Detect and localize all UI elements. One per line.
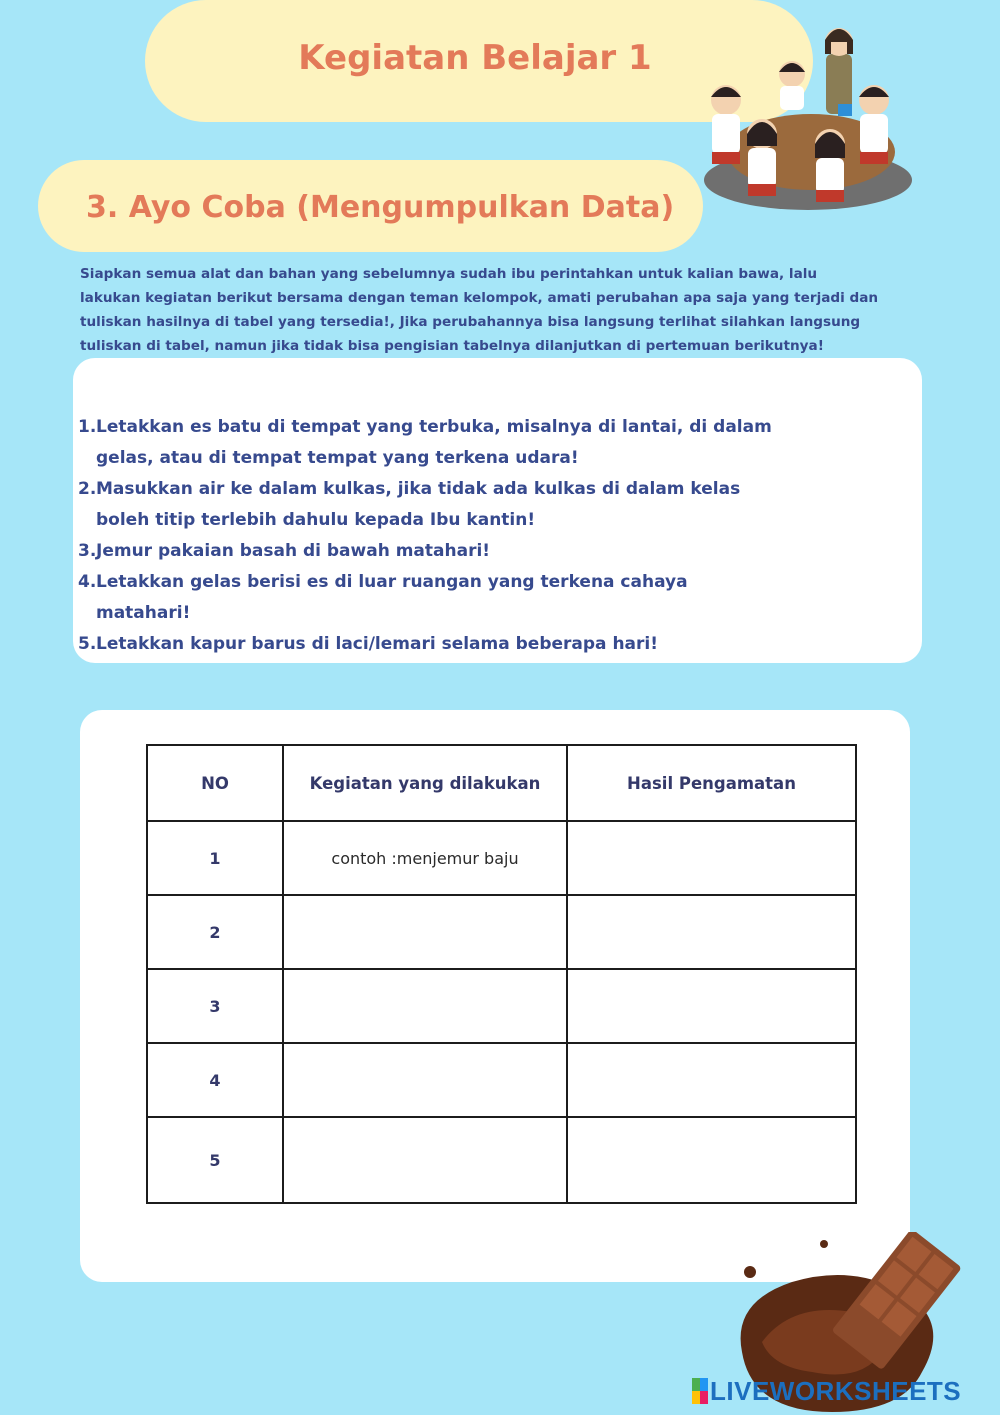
step-item: 5. Letakkan kapur barus di laci/lemari selama beberapa hari!: [78, 634, 658, 654]
step-item: 1. Letakkan es batu di tempat yang terbuka, misalnya di lantai, di dalam gelas, atau di tempat tempat yang terkena udara!: [78, 417, 772, 468]
step-item: 3. Jemur pakaian basah di bawah matahari!: [78, 541, 491, 561]
hasil-cell[interactable]: [567, 821, 856, 895]
book-icon: [838, 104, 852, 116]
row-number: 1: [147, 821, 283, 895]
table-row: [147, 821, 856, 895]
student-1: [779, 61, 805, 110]
liveworksheets-watermark: [692, 1374, 961, 1408]
kegiatan-cell[interactable]: [283, 1043, 567, 1117]
hasil-cell[interactable]: [567, 969, 856, 1043]
student-3: [859, 85, 889, 164]
section-title: 3. Ayo Coba (Mengumpulkan Data): [86, 190, 675, 225]
steps-list: [78, 412, 778, 660]
instructions-paragraph: Siapkan semua alat dan bahan yang sebelumnya sudah ibu perintahkan untuk kalian bawa, lalu lakukan kegiatan berikut bersama dengan teman kelompok, amati perubahan apa saja yang terjadi dan tuliskan hasilnya di tabel yang tersedia!, Jika perubahannya bisa langsung terlihat silahkan langsung tuliskan di tabel, namun jika tidak bisa pengisian tabelnya dilanjutkan di pertemuan berikutnya!: [80, 266, 879, 354]
page-title: Kegiatan Belajar 1: [298, 38, 652, 78]
header-no: NO: [147, 745, 283, 821]
kegiatan-cell[interactable]: [283, 969, 567, 1043]
table-row: [147, 895, 856, 969]
hasil-cell[interactable]: [567, 1117, 856, 1203]
table-row: [147, 1043, 856, 1117]
row-number: 3: [147, 969, 283, 1043]
kegiatan-cell[interactable]: contoh :menjemur baju: [283, 821, 567, 895]
student-5: [815, 129, 845, 202]
student-4: [747, 119, 777, 196]
students-illustration: [696, 12, 916, 217]
student-2: [711, 85, 741, 164]
observation-table: [146, 744, 857, 1204]
table-row: [147, 969, 856, 1043]
hasil-cell[interactable]: [567, 1043, 856, 1117]
table-row: [147, 1117, 856, 1203]
table-header-row: [147, 745, 856, 821]
hasil-cell[interactable]: [567, 895, 856, 969]
row-number: 4: [147, 1043, 283, 1117]
row-number: 2: [147, 895, 283, 969]
watermark-text: LIVEWORKSHEETS: [710, 1375, 962, 1406]
kegiatan-cell[interactable]: [283, 1117, 567, 1203]
row-number: 5: [147, 1117, 283, 1203]
header-kegiatan: Kegiatan yang dilakukan: [283, 745, 567, 821]
step-item: 4. Letakkan gelas berisi es di luar ruangan yang terkena cahaya matahari!: [78, 572, 688, 623]
liveworksheets-logo-icon: [692, 1378, 708, 1404]
step-item: 2. Masukkan air ke dalam kulkas, jika tidak ada kulkas di dalam kelas boleh titip terlebih dahulu kepada Ibu kantin!: [78, 479, 741, 530]
header-hasil: Hasil Pengamatan: [567, 745, 856, 821]
kegiatan-cell[interactable]: [283, 895, 567, 969]
